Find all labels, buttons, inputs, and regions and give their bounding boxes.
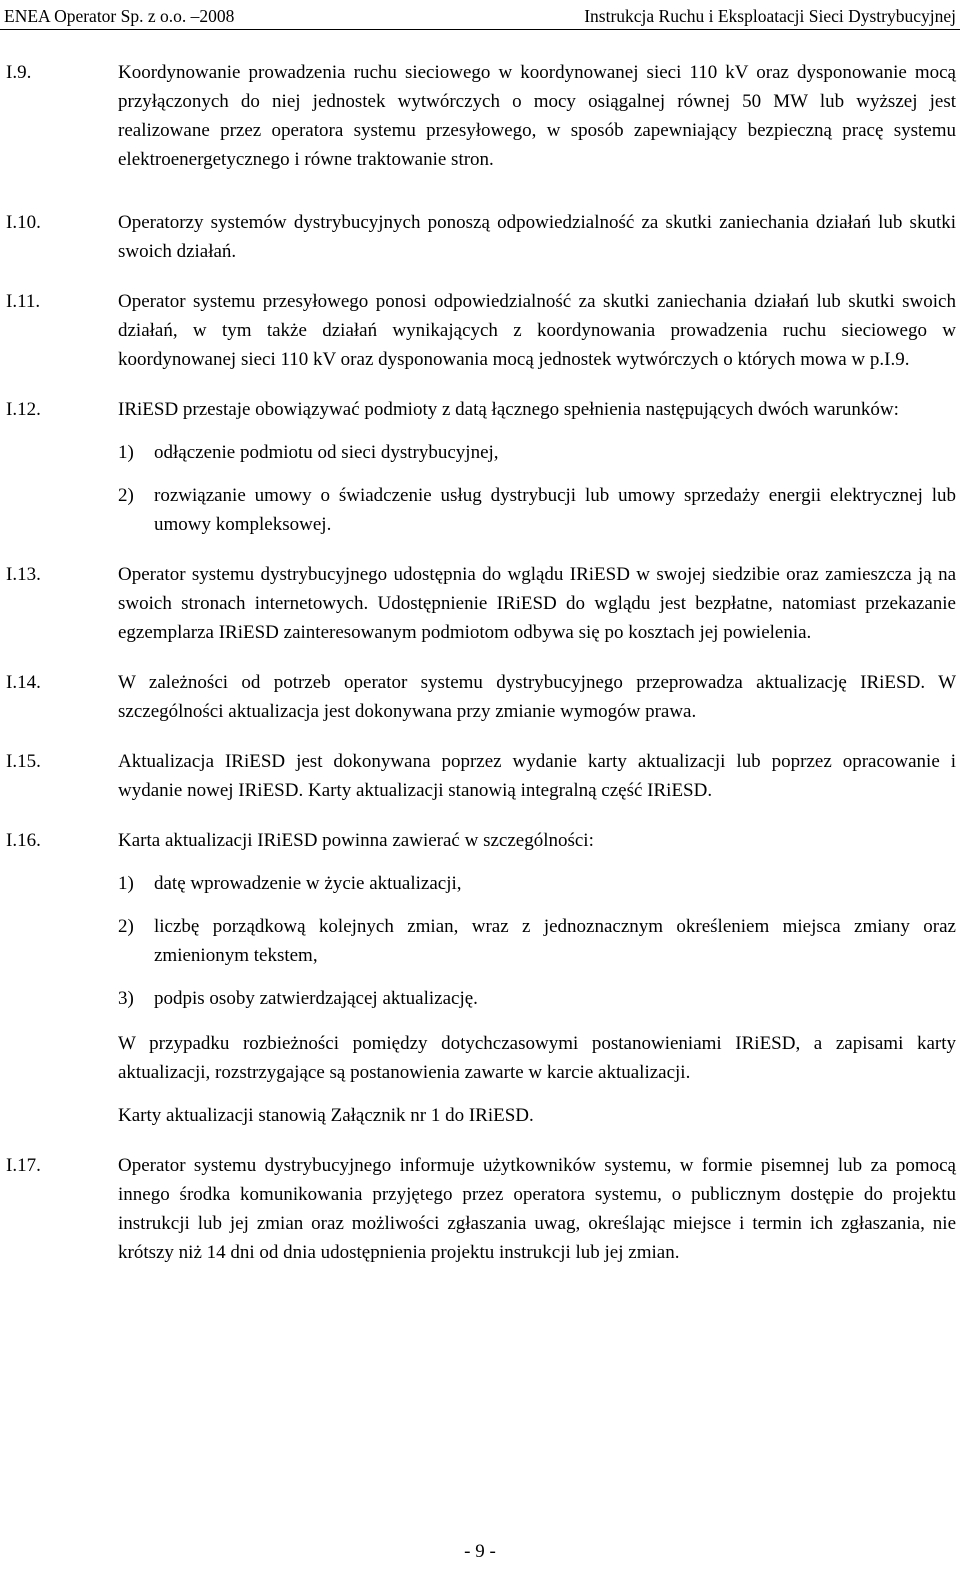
list-item xyxy=(118,984,956,1013)
list-item-text: podpis osoby zatwierdzającej aktualizację. xyxy=(154,988,478,1009)
page-header xyxy=(0,0,960,26)
section-note-paragraph: W przypadku rozbieżności pomiędzy dotychczasowymi postanowieniami IRiESD, a zapisami karty aktualizacji, rozstrzygające są postanowienia zawarte w karcie aktualizacji. xyxy=(118,1033,956,1083)
list-item xyxy=(118,438,956,467)
list-item-text: liczbę porządkową kolejnych zmian, wraz z jednoznacznym określeniem miejsca zmiany oraz zmienionym tekstem, xyxy=(154,916,956,966)
section-number: I.17. xyxy=(6,1155,41,1176)
header-divider xyxy=(0,29,960,30)
list-item-text: datę wprowadzenie w życie aktualizacji, xyxy=(154,873,462,894)
list-item-text: rozwiązanie umowy o świadczenie usług dystrybucji lub umowy sprzedaży energii elektrycznej lub umowy kompleksowej. xyxy=(154,485,956,535)
section-i17 xyxy=(0,1151,960,1267)
section-number: I.11. xyxy=(6,291,41,312)
section-number: I.14. xyxy=(6,672,41,693)
section-i12 xyxy=(0,395,960,539)
list-item-text: odłączenie podmiotu od sieci dystrybucyjnej, xyxy=(154,442,499,463)
section-text: IRiESD przestaje obowiązywać podmioty z datą łącznego spełnienia następujących dwóch warunków: xyxy=(118,399,899,420)
header-document-title: Instrukcja Ruchu i Eksploatacji Sieci Dystrybucyjnej xyxy=(584,6,956,26)
section-text: Koordynowanie prowadzenia ruchu sieciowego w koordynowanej sieci 110 kV oraz dysponowanie mocą przyłączonych do niej jednostek wytwórczych o mocy osiągalnej równej 50 MW lub wyższej jest realizowane przez operatora systemu przesyłowego, w sposób zapewniający bezpieczną pracę systemu elektroenergetycznego i równe traktowanie stron. xyxy=(118,62,956,170)
section-number: I.15. xyxy=(6,751,41,772)
list-item xyxy=(118,869,956,898)
list-item-number: 1) xyxy=(118,442,134,463)
section-number: I.10. xyxy=(6,212,41,233)
section-i15 xyxy=(0,747,960,805)
section-i13 xyxy=(0,560,960,647)
section-i14 xyxy=(0,668,960,726)
list-item-number: 3) xyxy=(118,988,134,1009)
section-i9 xyxy=(0,58,960,174)
section-i11 xyxy=(0,287,960,374)
list-item xyxy=(118,912,956,970)
section-i16 xyxy=(0,826,960,1130)
header-company: ENEA Operator Sp. z o.o. –2008 xyxy=(4,6,235,26)
section-text: Operatorzy systemów dystrybucyjnych ponoszą odpowiedzialność za skutki zaniechania działań lub skutki swoich działań. xyxy=(118,212,956,262)
section-number: I.12. xyxy=(6,399,41,420)
section-number: I.16. xyxy=(6,830,41,851)
list-item-number: 2) xyxy=(118,485,134,506)
section-number: I.9. xyxy=(6,62,32,83)
section-text: Operator systemu przesyłowego ponosi odpowiedzialność za skutki zaniechania działań lub skutki swoich działań, w tym także działań wynikających z koordynowania prowadzenia ruchu sieciowego w koordynowanej sieci 110 kV oraz dysponowania mocą jednostek wytwórczych o których mowa w p.I.9. xyxy=(118,291,956,370)
list-item xyxy=(118,481,956,539)
section-text: Aktualizacja IRiESD jest dokonywana poprzez wydanie karty aktualizacji lub poprzez opracowanie i wydanie nowej IRiESD. Karty aktualizacji stanowią integralną część IRiESD. xyxy=(118,751,956,801)
section-note-paragraph: Karty aktualizacji stanowią Załącznik nr 1 do IRiESD. xyxy=(118,1105,534,1126)
section-text: Karta aktualizacji IRiESD powinna zawierać w szczególności: xyxy=(118,830,594,851)
document-body xyxy=(0,58,960,1288)
section-text: Operator systemu dystrybucyjnego udostępnia do wglądu IRiESD w swojej siedzibie oraz zamieszcza ją na swoich stronach internetowych. Udostępnienie IRiESD do wglądu jest bezpłatne, natomiast przekazanie egzemplarza IRiESD zainteresowanym podmiotom odbywa się po kosztach jej powielenia. xyxy=(118,564,956,643)
list-item-number: 1) xyxy=(118,873,134,894)
section-text: W zależności od potrzeb operator systemu dystrybucyjnego przeprowadza aktualizację IRiESD. W szczególności aktualizacja jest dokonywana przy zmianie wymogów prawa. xyxy=(118,672,956,722)
list-item-number: 2) xyxy=(118,916,134,937)
section-i10 xyxy=(0,208,960,266)
section-text: Operator systemu dystrybucyjnego informuje użytkowników systemu, w formie pisemnej lub za pomocą innego środka komunikowania przyjętego przez operatora systemu, o publicznym dostępie do projektu instrukcji lub jej zmian oraz możliwości zgłaszania uwag, określając miejsce i termin ich zgłaszania, nie krótszy niż 14 dni od dnia udostępnienia projektu instrukcji lub jej zmian. xyxy=(118,1155,956,1263)
section-number: I.13. xyxy=(6,564,41,585)
page-number: - 9 - xyxy=(464,1541,496,1562)
